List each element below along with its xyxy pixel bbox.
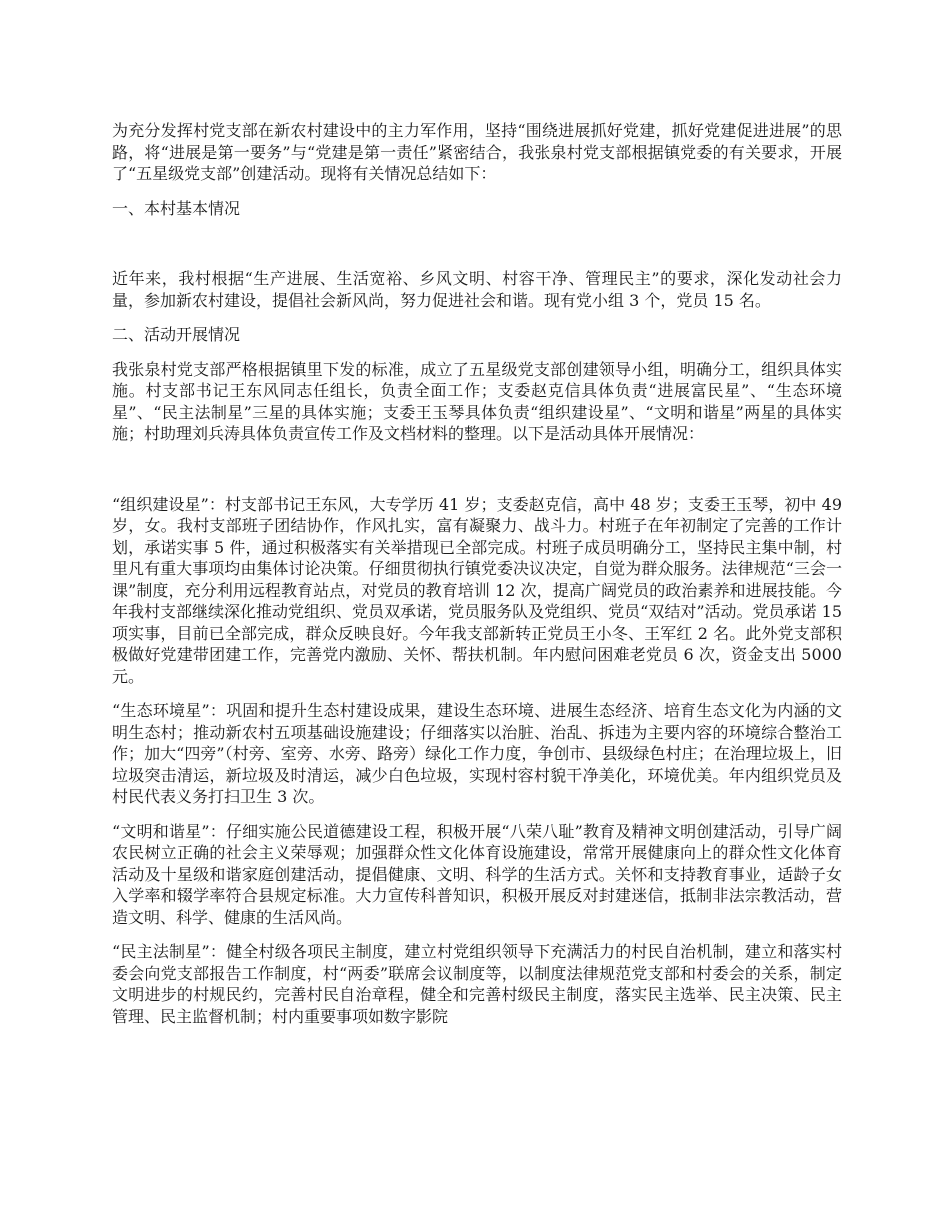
section-heading-basic-info: 一、本村基本情况 bbox=[112, 198, 241, 218]
spacer bbox=[112, 232, 842, 268]
spacer bbox=[112, 458, 842, 494]
democracy-law-star-paragraph: “民主法制星”：健全村级各项民主制度，建立村党组织领导下充满活力的村民自治机制，建立和落实村委会向党支部报告工作制度，村“两委”联席会议制度等，以制度法律规范党支部和村委会的关系，制定文明进步的村规民约，完善村民自治章程，健全和完善村级民主制度，落实民主选举、民主决策、民主管理、民主监督机制；村内重要事项如数字影院 bbox=[112, 942, 842, 1026]
document-body bbox=[112, 120, 842, 1040]
ecology-star-paragraph: “生态环境星”：巩固和提升生态村建设成果，建设生态环境、进展生态经济、培育生态文化为内涵的文明生态村；推动新农村五项基础设施建设；仔细落实以治脏、治乱、拆违为主要内容的环境综合整治工作；加大“四旁”（村旁、室旁、水旁、路旁）绿化工作力度，争创市、县级绿色村庄；在治理垃圾上，旧垃圾突击清运，新垃圾及时清运，减少白色垃圾，实现村容村貌干净美化，环境优美。年内组织党员及村民代表义务打扫卫生 3 次。 bbox=[112, 701, 842, 806]
basic-info-paragraph: 近年来，我村根据“生产进展、生活宽裕、乡风文明、村容干净、管理民主”的要求，深化发动社会力量，参加新农村建设，提倡社会新风尚，努力促进社会和谐。现有党小组 3 个，党员 15 名。 bbox=[112, 269, 842, 310]
civilization-star-paragraph: “文明和谐星”：仔细实施公民道德建设工程，积极开展“八荣八耻”教育及精神文明创建活动，引导广阔农民树立正确的社会主义荣辱观；加强群众性文化体育设施建设，常常开展健康向上的群众性文化体育活动及十星级和谐家庭创建活动，提倡健康、文明、科学的生活方式。关怀和支持教育事业，适龄子女入学率和辍学率符合县规定标准。大力宣传科普知识，积极开展反对封建迷信，抵制非法宗教活动，营造文明、科学、健康的生活风尚。 bbox=[112, 821, 842, 927]
organization-star-paragraph: “组织建设星”：村支部书记王东风，大专学历 41 岁；支委赵克信，高中 48 岁；支委王玉琴，初中 49 岁，女。我村支部班子团结协作，作风扎实，富有凝聚力、战斗力。村班子在年初制定了完善的工作计划，承诺实事 5 件，通过积极落实有关举措现已全部完成。村班子成员明确分工，坚持民主集中制，村里凡有重大事项均由集体讨论决策。仔细贯彻执行镇党委决议决定，自觉为群众服务。法律规范“三会一课”制度，充分利用远程教育站点，对党员的教育培训 12 次，提高广阔党员的政治素养和进展技能。今年我村支部继续深化推动党组织、党员双承诺，党员服务队及党组织、党员“双结对”活动。党员承诺 15 项实事，目前已全部完成，群众反映良好。今年我支部新转正党员王小冬、王军红 2 名。此外党支部积极做好党建带团建工作，完善党内激励、关怀、帮扶机制。年内慰问困难老党员 6 次，资金支出 5000 元。 bbox=[112, 494, 842, 686]
intro-paragraph: 为充分发挥村党支部在新农村建设中的主力军作用，坚持“围绕进展抓好党建，抓好党建促进进展”的思路，将“进展是第一要务”与“党建是第一责任”紧密结合，我张泉村党支部根据镇党委的有关要求，开展了“五星级党支部”创建活动。现将有关情况总结如下： bbox=[112, 121, 842, 183]
activity-overview-paragraph: 我张泉村党支部严格根据镇里下发的标准，成立了五星级党支部创建领导小组，明确分工，组织具体实施。村支部书记王东风同志任组长，负责全面工作；支委赵克信具体负责“进展富民星”、“生态环境星”、“民主法制星”三星的具体实施；支委王玉琴具体负责“组织建设星”、“文明和谐星”两星的具体实施；村助理刘兵涛具体负责宣传工作及文档材料的整理。以下是活动具体开展情况： bbox=[112, 359, 842, 443]
section-heading-activities: 二、活动开展情况 bbox=[112, 325, 241, 344]
